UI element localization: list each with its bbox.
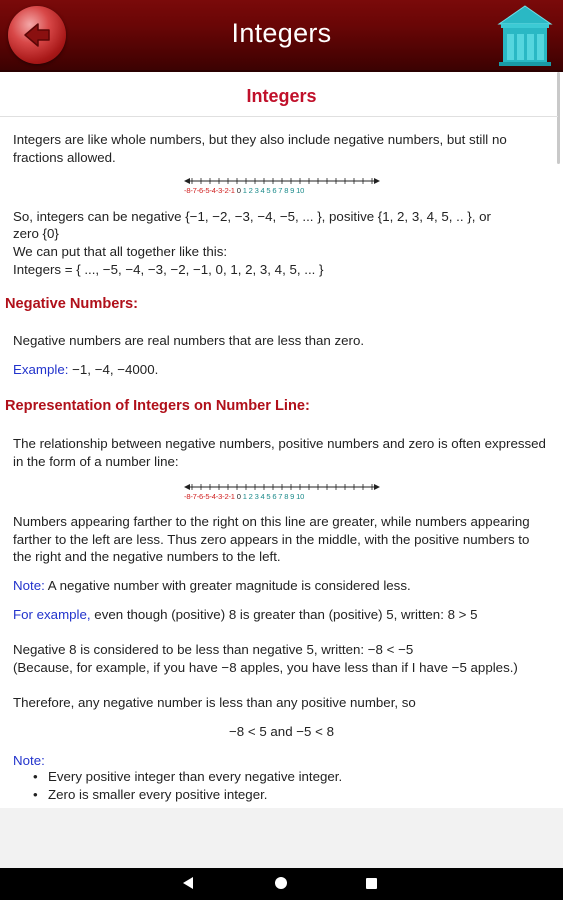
therefore-line: Therefore, any negative number is less than any positive number, so: [13, 695, 416, 710]
zero-label-2: 0: [236, 492, 241, 501]
relationship-paragraph: The relationship between negative numbers, positive numbers and zero is often expressed in the form of a number line:: [13, 436, 546, 469]
negative-labels-2: -8-7-6-5-4-3-2-1: [184, 492, 235, 501]
triangle-back-icon[interactable]: [183, 877, 193, 889]
positive-labels: 1 2 3 4 5 6 7 8 9 10: [242, 186, 305, 195]
note-line: [13, 577, 549, 595]
square-recents-icon[interactable]: [366, 878, 377, 889]
content-heading: Integers: [246, 86, 317, 106]
note-label: Note:: [13, 578, 45, 593]
number-line-image: [184, 175, 380, 195]
representation-heading: Representation of Integers on Number Line:: [5, 398, 310, 414]
content-area[interactable]: [0, 72, 563, 808]
for-example-line: [13, 606, 549, 624]
integers-set-line: Integers = { ..., −5, −4, −3, −2, −1, 0, 1, 2, 3, 4, 5, ... }: [13, 262, 324, 277]
system-navigation-bar: [0, 868, 563, 900]
negative-labels: -8-7-6-5-4-3-2-1: [184, 186, 235, 195]
note2-label: Note:: [13, 753, 45, 768]
inequality-line: −8 < 5 and −5 < 8: [229, 724, 334, 739]
zero-label: 0: [236, 186, 241, 195]
negative-definition: Negative numbers are real numbers that are less than zero.: [13, 333, 365, 348]
number-line-image-2: [184, 481, 380, 501]
number-line-labels-2: [184, 492, 304, 501]
for-example-label: For example,: [13, 607, 91, 622]
app-header: [0, 0, 563, 72]
example-value: −1, −4, −4000.: [72, 362, 159, 377]
home-building-icon[interactable]: [493, 4, 557, 68]
negative-8-line: Negative 8 is considered to be less than negative 5, written: −8 < −5: [13, 642, 414, 657]
positive-labels-2: 1 2 3 4 5 6 7 8 9 10: [242, 492, 305, 501]
farther-paragraph: Numbers appearing farther to the right on this line are greater, while numbers appearing farther to the left are less. Thus zero appears in the middle, with the positive numbers to the right and the negative numbers to the left.: [13, 514, 530, 564]
so-line-1: So, integers can be negative {−1, −2, −3, −4, −5, ... }, positive {1, 2, 3, 4, 5, .. }, or: [13, 209, 491, 224]
example-label: Example:: [13, 362, 69, 377]
because-paragraph: (Because, for example, if you have −8 apples, you have less than if I have −5 apples.): [13, 660, 518, 675]
circle-home-icon[interactable]: [275, 877, 287, 889]
together-line: We can put that all together like this:: [13, 244, 228, 259]
list-item: • Zero is smaller every positive integer.: [30, 786, 342, 804]
for-example-text: even though (positive) 8 is greater than (positive) 5, written: 8 > 5: [94, 607, 478, 622]
number-line-labels: [184, 186, 304, 195]
example-line: [13, 361, 549, 379]
negative-numbers-heading: Negative Numbers:: [5, 296, 139, 312]
divider: [0, 116, 558, 117]
so-line-2: zero {0}: [13, 226, 59, 241]
intro-paragraph: Integers are like whole numbers, but they also include negative numbers, but still no fractions allowed.: [13, 132, 507, 165]
note-text: A negative number with greater magnitude is considered less.: [47, 578, 411, 593]
note-bullet-list: [30, 768, 342, 804]
page-title: Integers: [231, 18, 332, 48]
list-item: • Every positive integer than every negative integer.: [30, 768, 342, 786]
bottom-area: [0, 808, 563, 868]
